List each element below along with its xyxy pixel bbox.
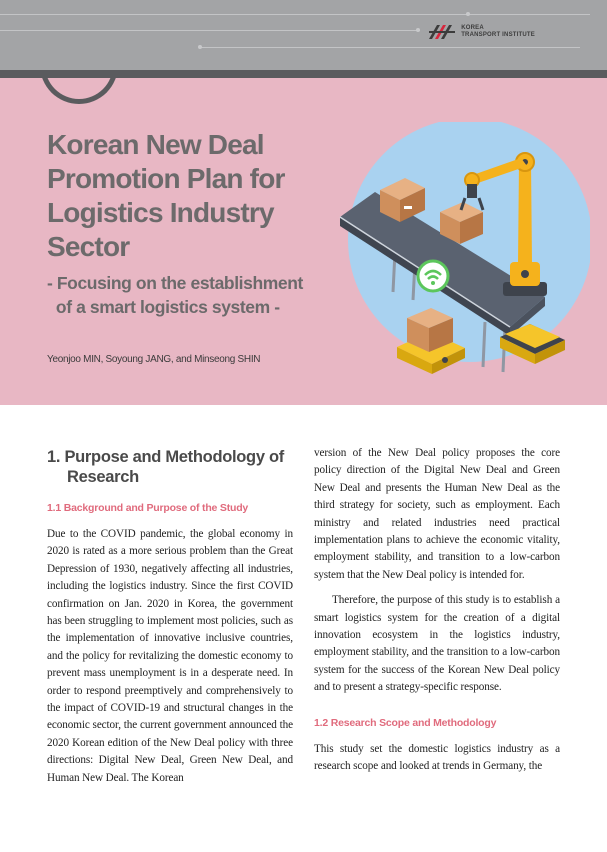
body-paragraph-3: This study set the domestic logistics industry as a research scope and looked at trends in Germany, the [314,742,560,773]
section-heading: 1. Purpose and Methodology of Research [47,448,284,486]
wifi-icon [418,261,448,291]
circuit-dot [198,45,202,49]
hero-banner [0,78,607,405]
circuit-line [200,47,580,48]
circuit-line [0,30,420,31]
kti-logo-mark-icon [429,25,457,39]
logo-line2: TRANSPORT INSTITUTE [461,32,535,38]
smart-logistics-illustration [335,122,590,392]
logo-line1: KOREA [461,25,484,31]
right-column [314,445,560,776]
left-column [47,440,293,787]
circuit-line [470,14,590,15]
decorative-half-circle [40,78,118,104]
circuit-line [0,14,470,15]
circuit-dot [416,28,420,32]
document-title: Korean New Deal Promotion Plan for Logistics Industry Sector [47,129,285,262]
body-paragraph-1-part-1: Due to the COVID pandemic, the global economy in 2020 is rated as a more serious problem than the Great Depression of 1930, negatively affecting all industries, including the logistics industry. Since the first COVID confirmation on Jan. 2020 in Korea, the government has been struggling to implement most policies, such as the implementation of innovative inclusive countries, and the policy for revitalizing the domestic economy to prevent mass unemployment is in a desperate need. In order to respond preemptively and comprehensively to the impact of COVID-19 and structural changes in the economic sector, the current government announced the 2020 Korean edition of the New Deal policy with three directions: Digital New Deal, Green New Deal, and Human New Deal. The Korean [47,528,293,784]
authors: Yeonjoo MIN, Soyoung JANG, and Minseong SHIN [47,354,261,365]
document-subtitle: - Focusing on the establishment of a smart logistics system - [47,273,303,317]
logo-text [461,25,535,39]
kotis-logo [429,25,535,39]
body-paragraph-2: Therefore, the purpose of this study is to establish a smart logistics system for the creation of a digital innovation ecosystem in the logistics industry, employment stability, and the transition to a low-carbon system for the success of the Korean New Deal policy and to present a strategy-specific response. [314,594,560,694]
circuit-dot [466,12,470,16]
header-stripe [0,70,607,78]
body-paragraph-1-part-2: version of the New Deal policy proposes the core policy direction of the Digital New Deal and Green New Deal and presents the Human New Deal as the third strategy for society, such as employment. Each ministry and related industries need practical implementation plans to achieve the economic vitality, employment stability, and transition to a low-carbon system that the New Deal policy is intended for. [314,447,560,581]
header-bar [0,0,607,70]
subsection-heading-scope: 1.2 Research Scope and Methodology [314,716,497,729]
subsection-heading-background: 1.1 Background and Purpose of the Study [47,502,249,514]
